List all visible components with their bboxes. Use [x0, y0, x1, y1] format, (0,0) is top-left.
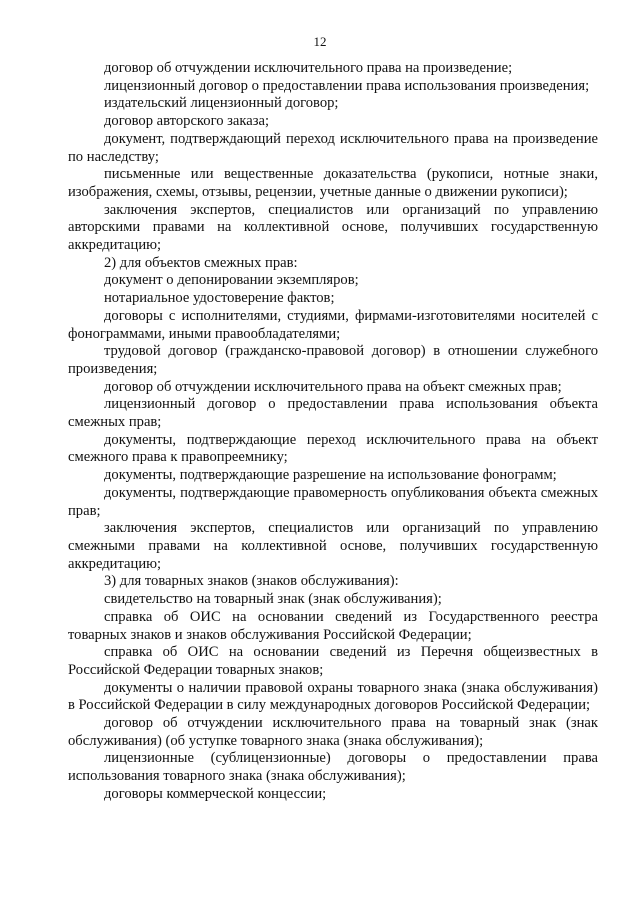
paragraph: договоры коммерческой концессии;	[104, 785, 327, 802]
section-heading: 3) для товарных знаков (знаков обслуживания):	[104, 573, 399, 590]
paragraph: свидетельство на товарный знак (знак обслуживания);	[104, 591, 442, 608]
paragraph: лицензионный договор о предоставлении права использования объекта смежных прав;	[68, 396, 598, 431]
paragraph: договор авторского заказа;	[104, 113, 270, 130]
paragraph: нотариальное удостоверение фактов;	[104, 290, 335, 307]
document-body	[68, 60, 598, 804]
paragraph: справка об ОИС на основании сведений из Государственного реестра товарных знаков и знаков обслуживания Российской Федерации;	[68, 608, 598, 643]
paragraph: документы, подтверждающие правомерность опубликования объекта смежных прав;	[68, 484, 598, 519]
paragraph: трудовой договор (гражданско-правовой договор) в отношении служебного произведения;	[68, 343, 598, 377]
paragraph: документ, подтверждающий переход исключительного права на произведение по наследству;	[68, 130, 598, 165]
paragraph: документ о депонировании экземпляров;	[104, 272, 359, 289]
paragraph: заключения экспертов, специалистов или организаций по управлению смежными правами на коллективной основе, получивших государственную аккредитацию;	[68, 520, 598, 572]
paragraph: договоры с исполнителями, студиями, фирмами-изготовителями носителей с фонограммами, иными правообладателями;	[68, 307, 598, 342]
paragraph: документы о наличии правовой охраны товарного знака (знака обслуживания) в Российской Федерации в силу международных договоров Российской Федерации;	[68, 679, 598, 714]
section-heading: 2) для объектов смежных прав:	[104, 254, 298, 271]
paragraph: письменные или вещественные доказательства (рукописи, нотные знаки, изображения, схемы, отзывы, рецензии, учетные данные о движении рукописи);	[68, 166, 598, 200]
paragraph: лицензионный договор о предоставлении права использования произведения;	[104, 77, 590, 94]
paragraph: издательский лицензионный договор;	[104, 95, 339, 112]
page-number: 12	[313, 34, 327, 49]
paragraph: справка об ОИС на основании сведений из Перечня общеизвестных в Российской Федерации товарных знаков;	[68, 644, 598, 678]
paragraph: лицензионные (сублицензионные) договоры о предоставлении права использования товарного знака (знака обслуживания);	[68, 750, 598, 785]
paragraph: договор об отчуждении исключительного права на товарный знак (знак обслуживания) (об уступке товарного знака (знака обслуживания);	[68, 715, 598, 749]
paragraph: документы, подтверждающие переход исключительного права на объект смежного права к правопреемнику;	[68, 431, 598, 466]
paragraph: договор об отчуждении исключительного права на произведение;	[104, 60, 513, 76]
paragraph: договор об отчуждении исключительного права на объект смежных прав;	[104, 378, 562, 395]
paragraph: заключения экспертов, специалистов или организаций по управлению авторскими правами на коллективной основе, получивших государственную аккредитацию;	[68, 201, 598, 254]
paragraph: документы, подтверждающие разрешение на использование фонограмм;	[104, 467, 557, 484]
